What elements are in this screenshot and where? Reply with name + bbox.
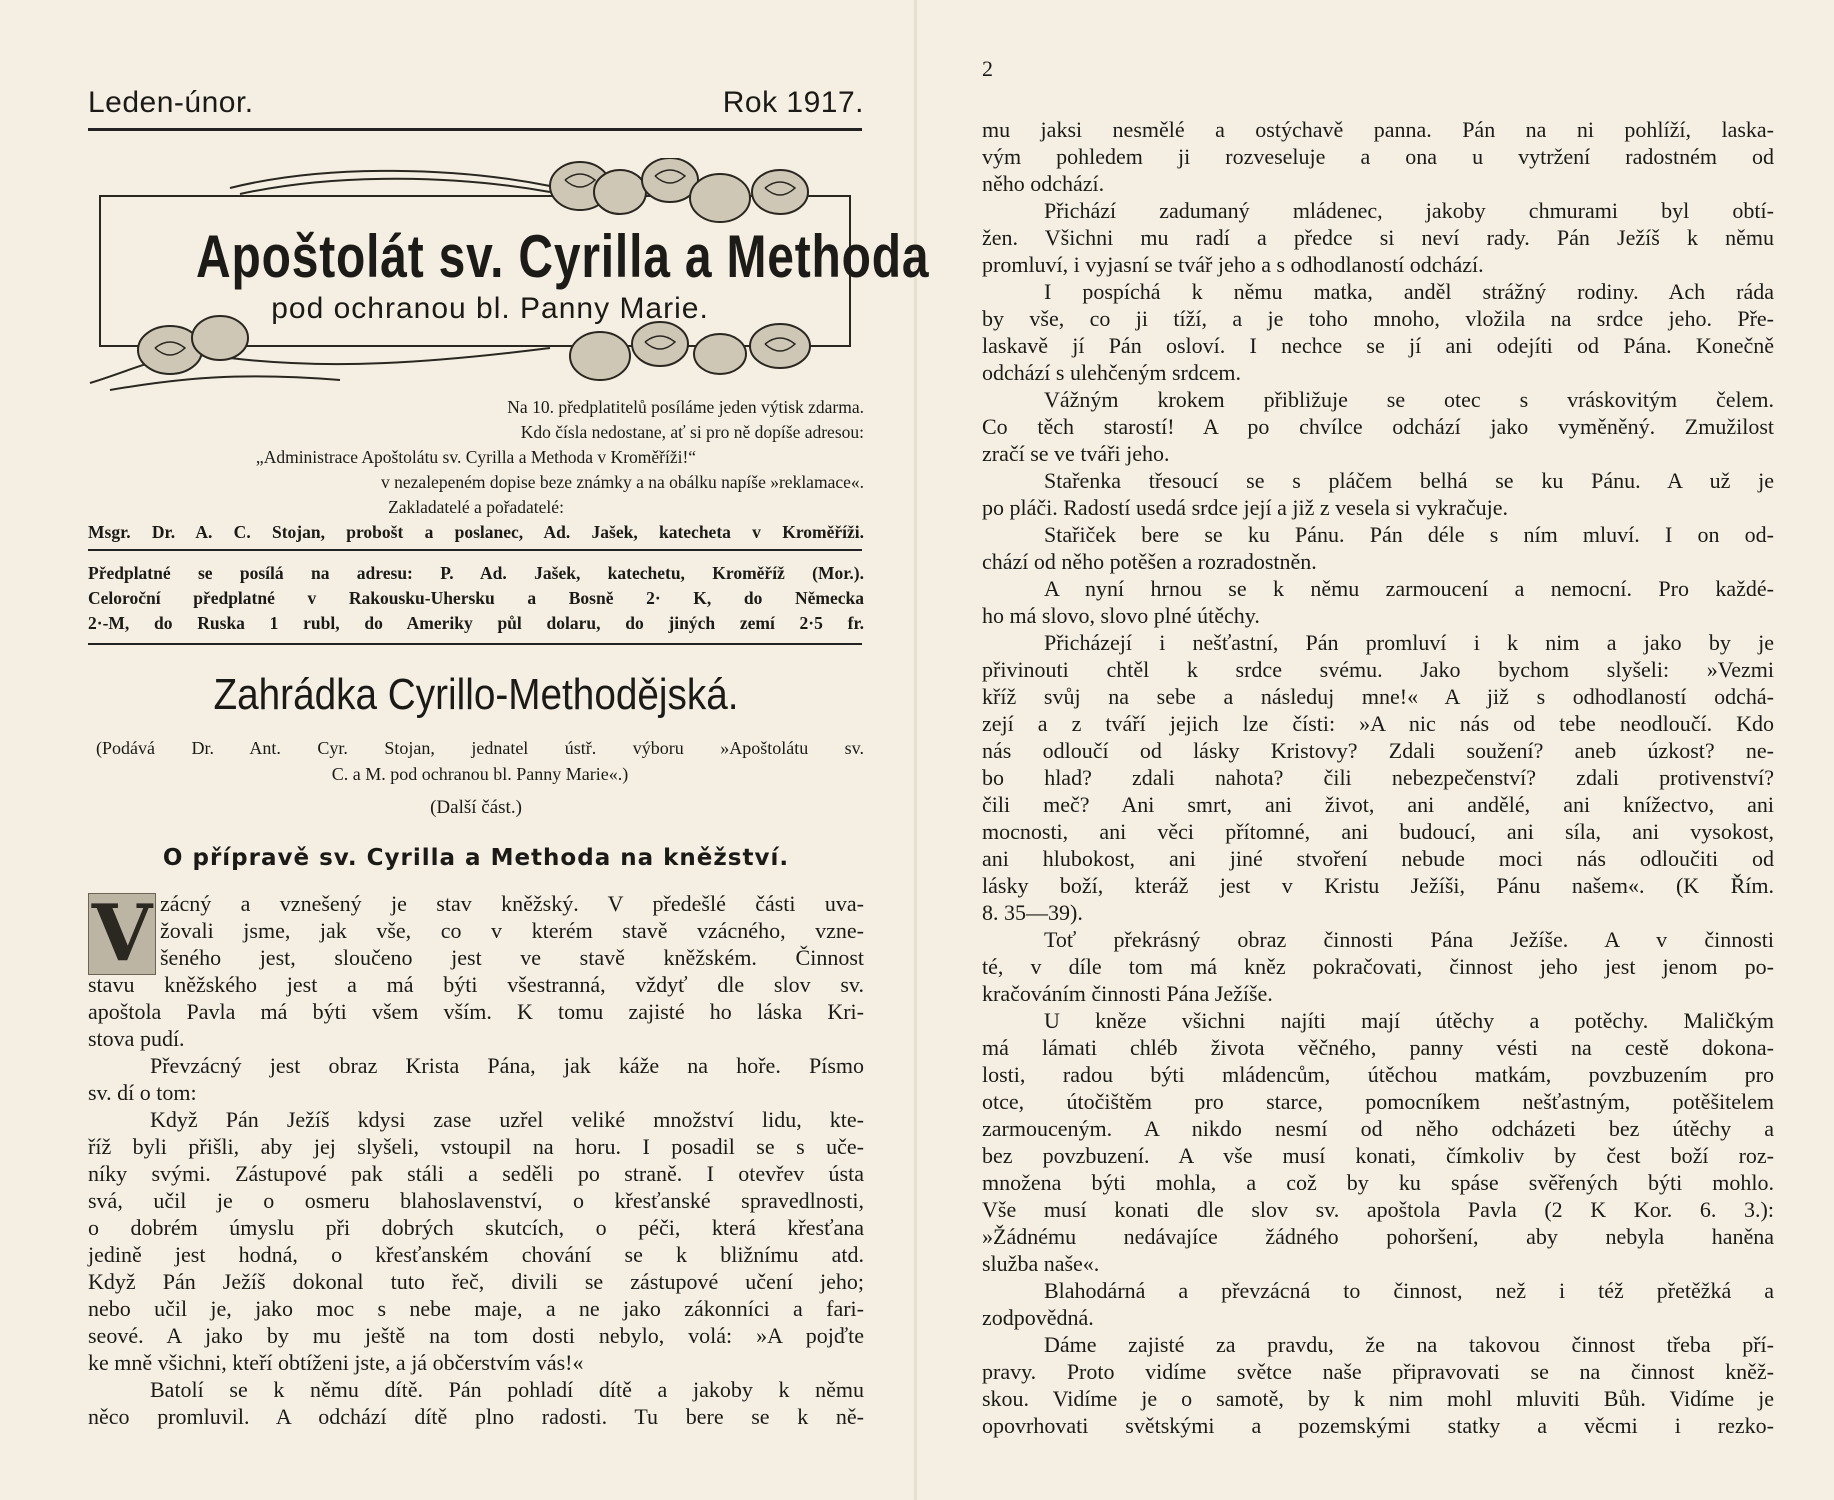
text-line: nebo učil je, jako moc s nebe maje, a ne jako zákonníci a fari- [88, 1296, 864, 1321]
article-title: O přípravě sv. Cyrilla a Methoda na kněžství. [162, 845, 790, 871]
text-line: Vše musí konati dle slov sv. apoštola Pavla (2 K Kor. 6. 3.): [982, 1197, 1774, 1222]
text-line: chází od něho potěšen a rozradostněn. [982, 549, 1317, 574]
running-head-year: Rok 1917. [722, 86, 864, 119]
notice-line: Kdo čísla nedostane, ať si pro ně dopíše adresou: [520, 422, 864, 442]
text-line: přivinouti chtěl k srdce svému. Jako bychom slyšeli: »Vezmi [982, 657, 1774, 682]
text-line: U kněze všichni najíti mají útěchy a potěchy. Maličkým [1044, 1008, 1774, 1033]
byline-line: C. a M. pod ochranou bl. Panny Marie«.) [331, 764, 629, 784]
text-line: Stařiček bere se ku Pánu. Pán déle s ním mluví. I on od- [1044, 522, 1774, 547]
subscription-line: 2·-M, do Ruska 1 rubl, do Ameriky půl dolaru, do jiných zemí 2·5 fr. [88, 613, 864, 633]
subscription-rule [88, 643, 862, 645]
text-line: zejí a z tváří jejich lze čísti: »A nic nás od tebe neodloučí. Kdo [982, 711, 1774, 736]
text-line: Přichází zadumaný mládenec, jakoby chmurami byl obtí- [1044, 198, 1774, 223]
text-line: »Žádnému nedávajíce žádného pohoršení, aby nebyla haněna [982, 1224, 1774, 1249]
text-line: promluví, i vyjasní se tvář jeho a s odhodlaností odchází. [982, 252, 1484, 277]
publication-subtitle: pod ochranou bl. Panny Marie. [271, 292, 709, 325]
text-line: nás odloučí od lásky Kristovy? Zdali soužení? aneb úzkost? ne- [982, 738, 1774, 763]
subscription-line: Předplatné se posílá na adresu: P. Ad. Jašek, katechetu, Kroměříž (Mor.). [88, 563, 864, 583]
text-line: sv. dí o tom: [88, 1080, 197, 1105]
text-line: kříž svůj na sebe a následuj mne!« A již s odhodlaností odchá- [982, 684, 1774, 709]
text-line: Když Pán Ježíš kdysi zase uzřel veliké množství lidu, kte- [150, 1107, 864, 1132]
text-line: šeného jest, sloučeno jest ve stavě kněžském. Činnost [160, 945, 864, 970]
text-line: zodpovědná. [982, 1305, 1094, 1330]
text-line: stavu kněžského jest a má býti všestranná, vždyť dle slov sv. [88, 972, 864, 997]
text-line: lásky boží, kteráž jest v Kristu Ježíši, Pánu našem«. (K Řím. [982, 873, 1774, 898]
text-line: Stařenka třesoucí se s pláčem belhá se ku Pánu. A už je [1044, 468, 1774, 493]
text-line: Co těch starostí! A po chvílce odchází jako vyměněný. Zmužilost [982, 414, 1774, 439]
text-line: Převzácný jest obraz Krista Pána, jak káže na hoře. Písmo [150, 1053, 864, 1078]
text-line: otce, útočištěm pro starce, pomocníkem nešťastným, potěšitelem [982, 1089, 1774, 1114]
byline-line: (Podává Dr. Ant. Cyr. Stojan, jednatel ústř. výboru »Apoštolátu sv. [96, 738, 864, 758]
text-line: I pospíchá k němu matka, anděl strážný rodiny. Ach ráda [1044, 279, 1774, 304]
text-line: A nyní hrnou se k němu zarmoucení a nemocní. Pro každé- [1044, 576, 1774, 601]
text-line: té, v díle tom má kněz pokračovati, činnost jeho jest jenom po- [982, 954, 1774, 979]
header-rule [88, 128, 862, 131]
left-body-text [88, 890, 864, 1430]
subscription-info [88, 561, 864, 636]
text-line: Dáme zajisté za pravdu, že na takovou činnost třeba pří- [1044, 1332, 1774, 1357]
text-line: po pláči. Radostí usedá srdce její a již z vesela si vykračuje. [982, 495, 1508, 520]
notice-block [88, 395, 864, 545]
text-line: losti, radou býti mládencům, útěchou matkám, povzbuzením pro [982, 1062, 1774, 1087]
byline [96, 735, 864, 787]
text-line: ke mně všichni, kteří obtíženi jste, a já občerstvím vás!« [88, 1350, 584, 1375]
text-line: zračí se ve tváři jeho. [982, 441, 1170, 466]
text-line: by vše, co ji tíží, a je toho mnoho, vložila na srdce jeho. Pře- [982, 306, 1774, 331]
text-line: kračováním činnosti Pána Ježíše. [982, 981, 1273, 1006]
text-line: 8. 35—39). [982, 900, 1083, 925]
text-line: Batolí se k němu dítě. Pán pohladí dítě a jakoby k němu [150, 1377, 864, 1402]
text-line: níky svými. Zástupové pak stáli a seděli po straně. I otevřev ústa [88, 1161, 864, 1186]
text-line: mocnosti, ani věci přítomné, ani budoucí, ani síla, ani vysokost, [982, 819, 1774, 844]
text-line: Když Pán Ježíš dokonal tuto řeč, divili se zástupové učení jeho; [88, 1269, 864, 1294]
text-line: Vážným krokem přibližuje se otec s vráskovitým čelem. [1044, 387, 1774, 412]
text-line: Přicházejí i nešťastní, Pán promluví i k nim a jako by je [1044, 630, 1774, 655]
text-line: pravy. Proto vidíme světce naše připravovati se na činnost kněž- [982, 1359, 1774, 1384]
text-line: laskavě jí Pán osloví. I nechce se jí ani odejíti od Pána. Konečně [982, 333, 1774, 358]
text-line: jedině jest hodná, o křesťanském chování se k bližnímu atd. [88, 1242, 864, 1267]
continued-note: (Další část.) [430, 797, 522, 818]
page-number: 2 [982, 56, 993, 81]
founders-line: Msgr. Dr. A. C. Stojan, probošt a poslanec, Ad. Jašek, katecheta v Kroměříži. [88, 522, 864, 542]
text-line: odchází s ulehčeným srdcem. [982, 360, 1242, 385]
text-line: vým pohledem ji rozveseluje a ona u vytržení radostném od [982, 144, 1774, 169]
text-line: apoštola Pavla má býti všem vším. K tomu zajisté ho láska Kri- [88, 999, 864, 1024]
text-line: ani hlubokost, ani jiné stvoření nebude moci nás odloučiti od [982, 846, 1774, 871]
text-line: bo hlad? zdali nahota? čili nebezpečenství? zdali protivenství? [982, 765, 1774, 790]
text-line: svá, učil je o osmeru blahoslavenství, o křesťanské spravedlnosti, [88, 1188, 864, 1213]
notice-rule [88, 549, 862, 551]
notice-line: „Administrace Apoštolátu sv. Cyrilla a Methoda v Kroměříži!“ [255, 447, 697, 467]
text-line: ho má slovo, slovo plné útěchy. [982, 603, 1260, 628]
text-line: opovrhovati světskými a pozemskými statky a věcmi i rezko- [982, 1413, 1774, 1438]
subscription-line: Celoroční předplatné v Rakousku-Uhersku a Bosně 2· K, do Německa [88, 588, 864, 608]
notice-line: v nezalepeném dopise beze známky a na obálku napíše »reklamace«. [381, 472, 864, 492]
publication-title: Apoštolát sv. Cyrilla a Methoda [196, 223, 930, 290]
masthead [80, 158, 930, 394]
running-head [88, 86, 864, 130]
text-line: Toť překrásný obraz činnosti Pána Ježíše. A v činnosti [1044, 927, 1774, 952]
drop-cap-letter: V [91, 888, 153, 979]
text-line: čili meč? Ani smrt, ani život, ani andělé, ani knížectvo, ani [982, 792, 1774, 817]
text-line: seové. A jako by mu ještě na tom dosti nebylo, volá: »A pojďte [88, 1323, 864, 1348]
text-line: zarmouceným. A nikdo nesmí od něho odcházeti bez útěchy a [982, 1116, 1774, 1141]
running-head-date: Leden-únor. [88, 86, 254, 119]
text-line: má lámati chléb života věčného, panny vésti na cestě dokona- [982, 1035, 1774, 1060]
text-line: bez povzbuzení. A vše musí konati, čímkoliv by čest boží roz- [982, 1143, 1774, 1168]
text-line: stova pudí. [88, 1026, 185, 1051]
text-line: něho odchází. [982, 171, 1105, 196]
notice-line: Zakladatelé a pořadatelé: [388, 497, 564, 517]
text-line: Blahodárná a převzácná to činnost, než i též přetěžká a [1044, 1278, 1774, 1303]
text-line: o dobrém úmyslu při dobrých skutcích, o péči, která křesťana [88, 1215, 864, 1240]
text-line: žovali jsme, jak vše, co v kterém stavě vzácného, vzne- [160, 918, 864, 943]
notice-line: Na 10. předplatitelů posíláme jeden výtisk zdarma. [507, 397, 864, 417]
text-line: služba naše«. [982, 1251, 1100, 1276]
text-line: mu jaksi nesmělé a ostýchavě panna. Pán na ni pohlíží, laska- [982, 117, 1774, 142]
text-line: žen. Všichni mu radí a předce si neví rady. Pán Ježíš k němu [982, 225, 1774, 250]
text-line: zácný a vznešený je stav kněžský. V předešlé části uva- [160, 891, 864, 916]
text-line: množena býti mohla, a což by ku spáse svěřených býti mohlo. [982, 1170, 1774, 1195]
section-title: Zahrádka Cyrillo-Methodějská. [213, 670, 739, 719]
right-body-text [982, 116, 1774, 1439]
text-line: skou. Vidíme je o samotě, by k nim mohl mluviti Bůh. Vidíme je [982, 1386, 1774, 1411]
text-line: něco promluvil. A odchází dítě plno radosti. Tu bere se k ně- [88, 1404, 864, 1429]
text-line: říž byli přišli, aby jej slyšeli, vstoupil na horu. I posadil se s uče- [88, 1134, 864, 1159]
